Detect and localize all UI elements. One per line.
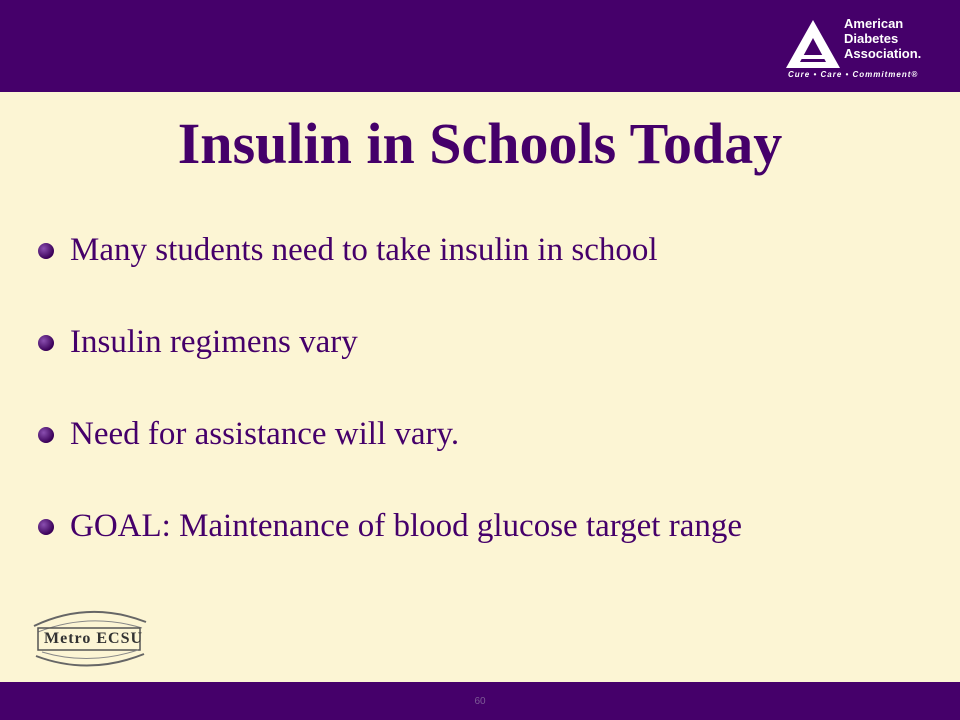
bullet-text: Insulin regimens vary xyxy=(70,324,358,360)
ada-logo-name-line: American xyxy=(844,16,904,31)
slide-title: Insulin in Schools Today xyxy=(177,111,783,176)
ada-logo-name-line: Diabetes xyxy=(844,31,899,46)
bullet-dot-icon xyxy=(38,243,54,259)
bullet-text: GOAL: Maintenance of blood glucose target range xyxy=(70,508,743,544)
ada-logo-name-line: Association. xyxy=(844,46,922,61)
bullet-dot-icon xyxy=(38,519,54,535)
ada-logo-name xyxy=(844,16,921,61)
ada-triangle-icon xyxy=(784,18,842,70)
bullet-dot-icon xyxy=(38,427,54,443)
metro-ecsu-logo xyxy=(24,604,154,674)
bullet-text: Many students need to take insulin in school xyxy=(70,232,658,268)
ada-logo-tagline: Cure • Care • Commitment® xyxy=(788,70,919,79)
metro-ecsu-name: Metro ECSU xyxy=(44,630,144,647)
header-band xyxy=(0,0,960,92)
slide-number: 60 xyxy=(474,696,486,707)
ada-logo xyxy=(784,14,944,84)
bullet-dot-icon xyxy=(38,335,54,351)
bullet-text: Need for assistance will vary. xyxy=(70,416,460,452)
